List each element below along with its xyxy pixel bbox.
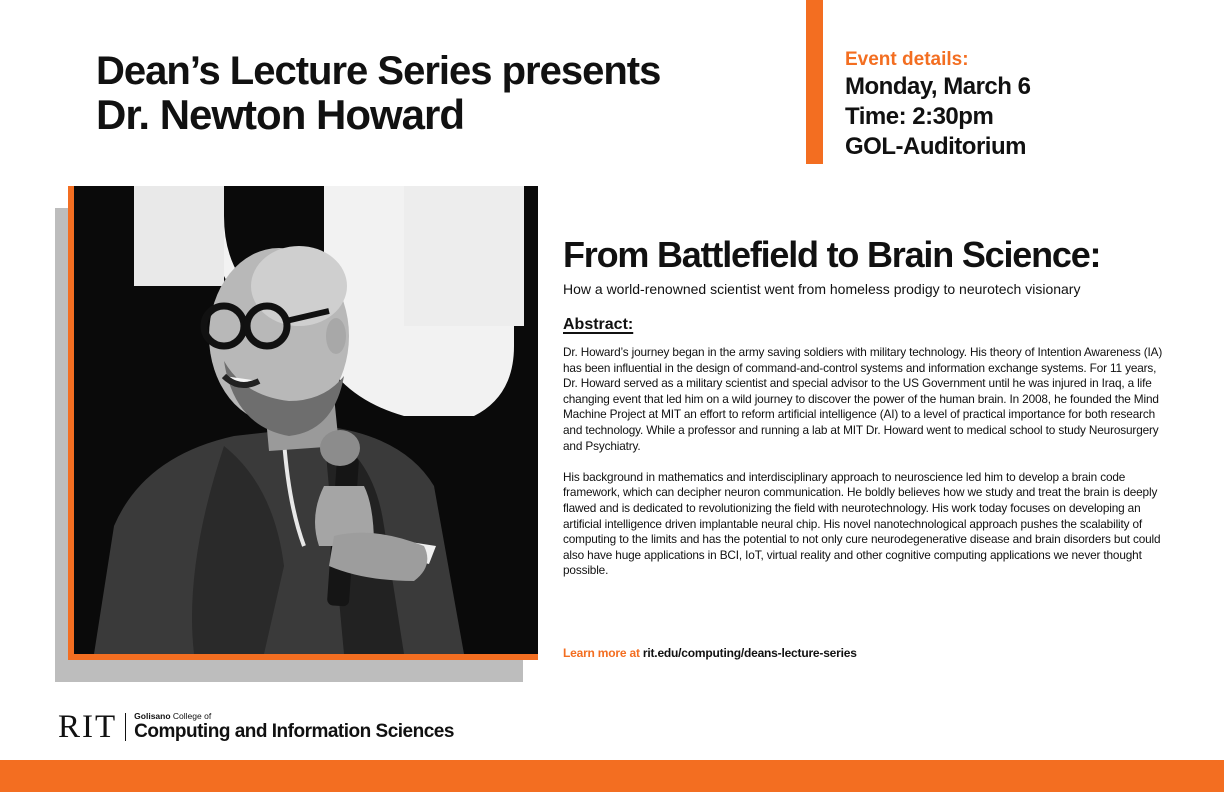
event-date: Monday, March 6 [845,73,1031,100]
rit-logo [58,711,454,743]
college-small-text [134,711,454,721]
speaker-name: Dr. Newton Howard [96,91,465,138]
college-small-bold: Golisano [134,711,171,721]
event-details [845,48,1030,162]
logo-divider [125,713,126,741]
series-title: Dean’s Lecture Series presents [96,49,661,93]
college-big-text: Computing and Information Sciences [134,721,454,742]
talk-subtitle: How a world-renowned scientist went from homeless prodigy to neurotech visionary [563,281,1081,297]
college-small-rest: College of [170,711,212,721]
abstract-label: Abstract: [563,316,634,333]
event-time: Time: 2:30pm [845,103,994,130]
abstract-body [563,345,1163,595]
learn-more-url[interactable]: rit.edu/computing/deans-lecture-series [642,646,857,660]
abstract-paragraph-2: His background in mathematics and interdisciplinary approach to neuroscience led him to develop a brain code framework, which can decipher neuron communication. He boldly believes how we study and treat the brain is deeply flawed and is dedicated to revolutionizing the field with neurotechnology. His work today focuses on developing an artificial intelligence driven implantable neural chip. His novel nanotechnological approach pushes the scalability of computing to the limits and has the potential to not only cure neurodegenerative disease and brain disorders but could also have huge applications in BCI, IoT, virtual reality and other cognitive computing applications we never thought possible. [563,469,1161,578]
talk-title: From Battlefield to Brain Science: [563,234,1101,275]
speaker-photo [74,186,538,654]
event-details-label: Event details: [845,49,969,70]
learn-more-prefix: Learn more at [563,646,640,660]
abstract-paragraph-1: Dr. Howard’s journey began in the army saving soldiers with military technology. His theory of Intention Awareness (IA) has been influential in the design of command-and-control systems and information exchange systems. For 11 years, Dr. Howard served as a military scientist and special advisor to the US Government until he was injured in Iraq, a life changing event that led him on a wild journey to discover the power of the human brain. In 2008, he founded the Mind Machine Project at MIT an effort to reform artificial intelligence (AI) to a level of practical importance for both research and technology. While a professor and running a lab at MIT Dr. Howard went to medical school to study Neurosurgery and Psychiatry. [563,345,1163,453]
event-location: GOL-Auditorium [845,133,1026,160]
speaker-photo-illustration [74,186,538,654]
learn-more-line [563,646,857,660]
headline [96,50,660,138]
rit-wordmark: RIT [58,709,118,745]
accent-bar [806,0,823,164]
footer-bar [0,760,1224,792]
college-name [134,711,454,743]
